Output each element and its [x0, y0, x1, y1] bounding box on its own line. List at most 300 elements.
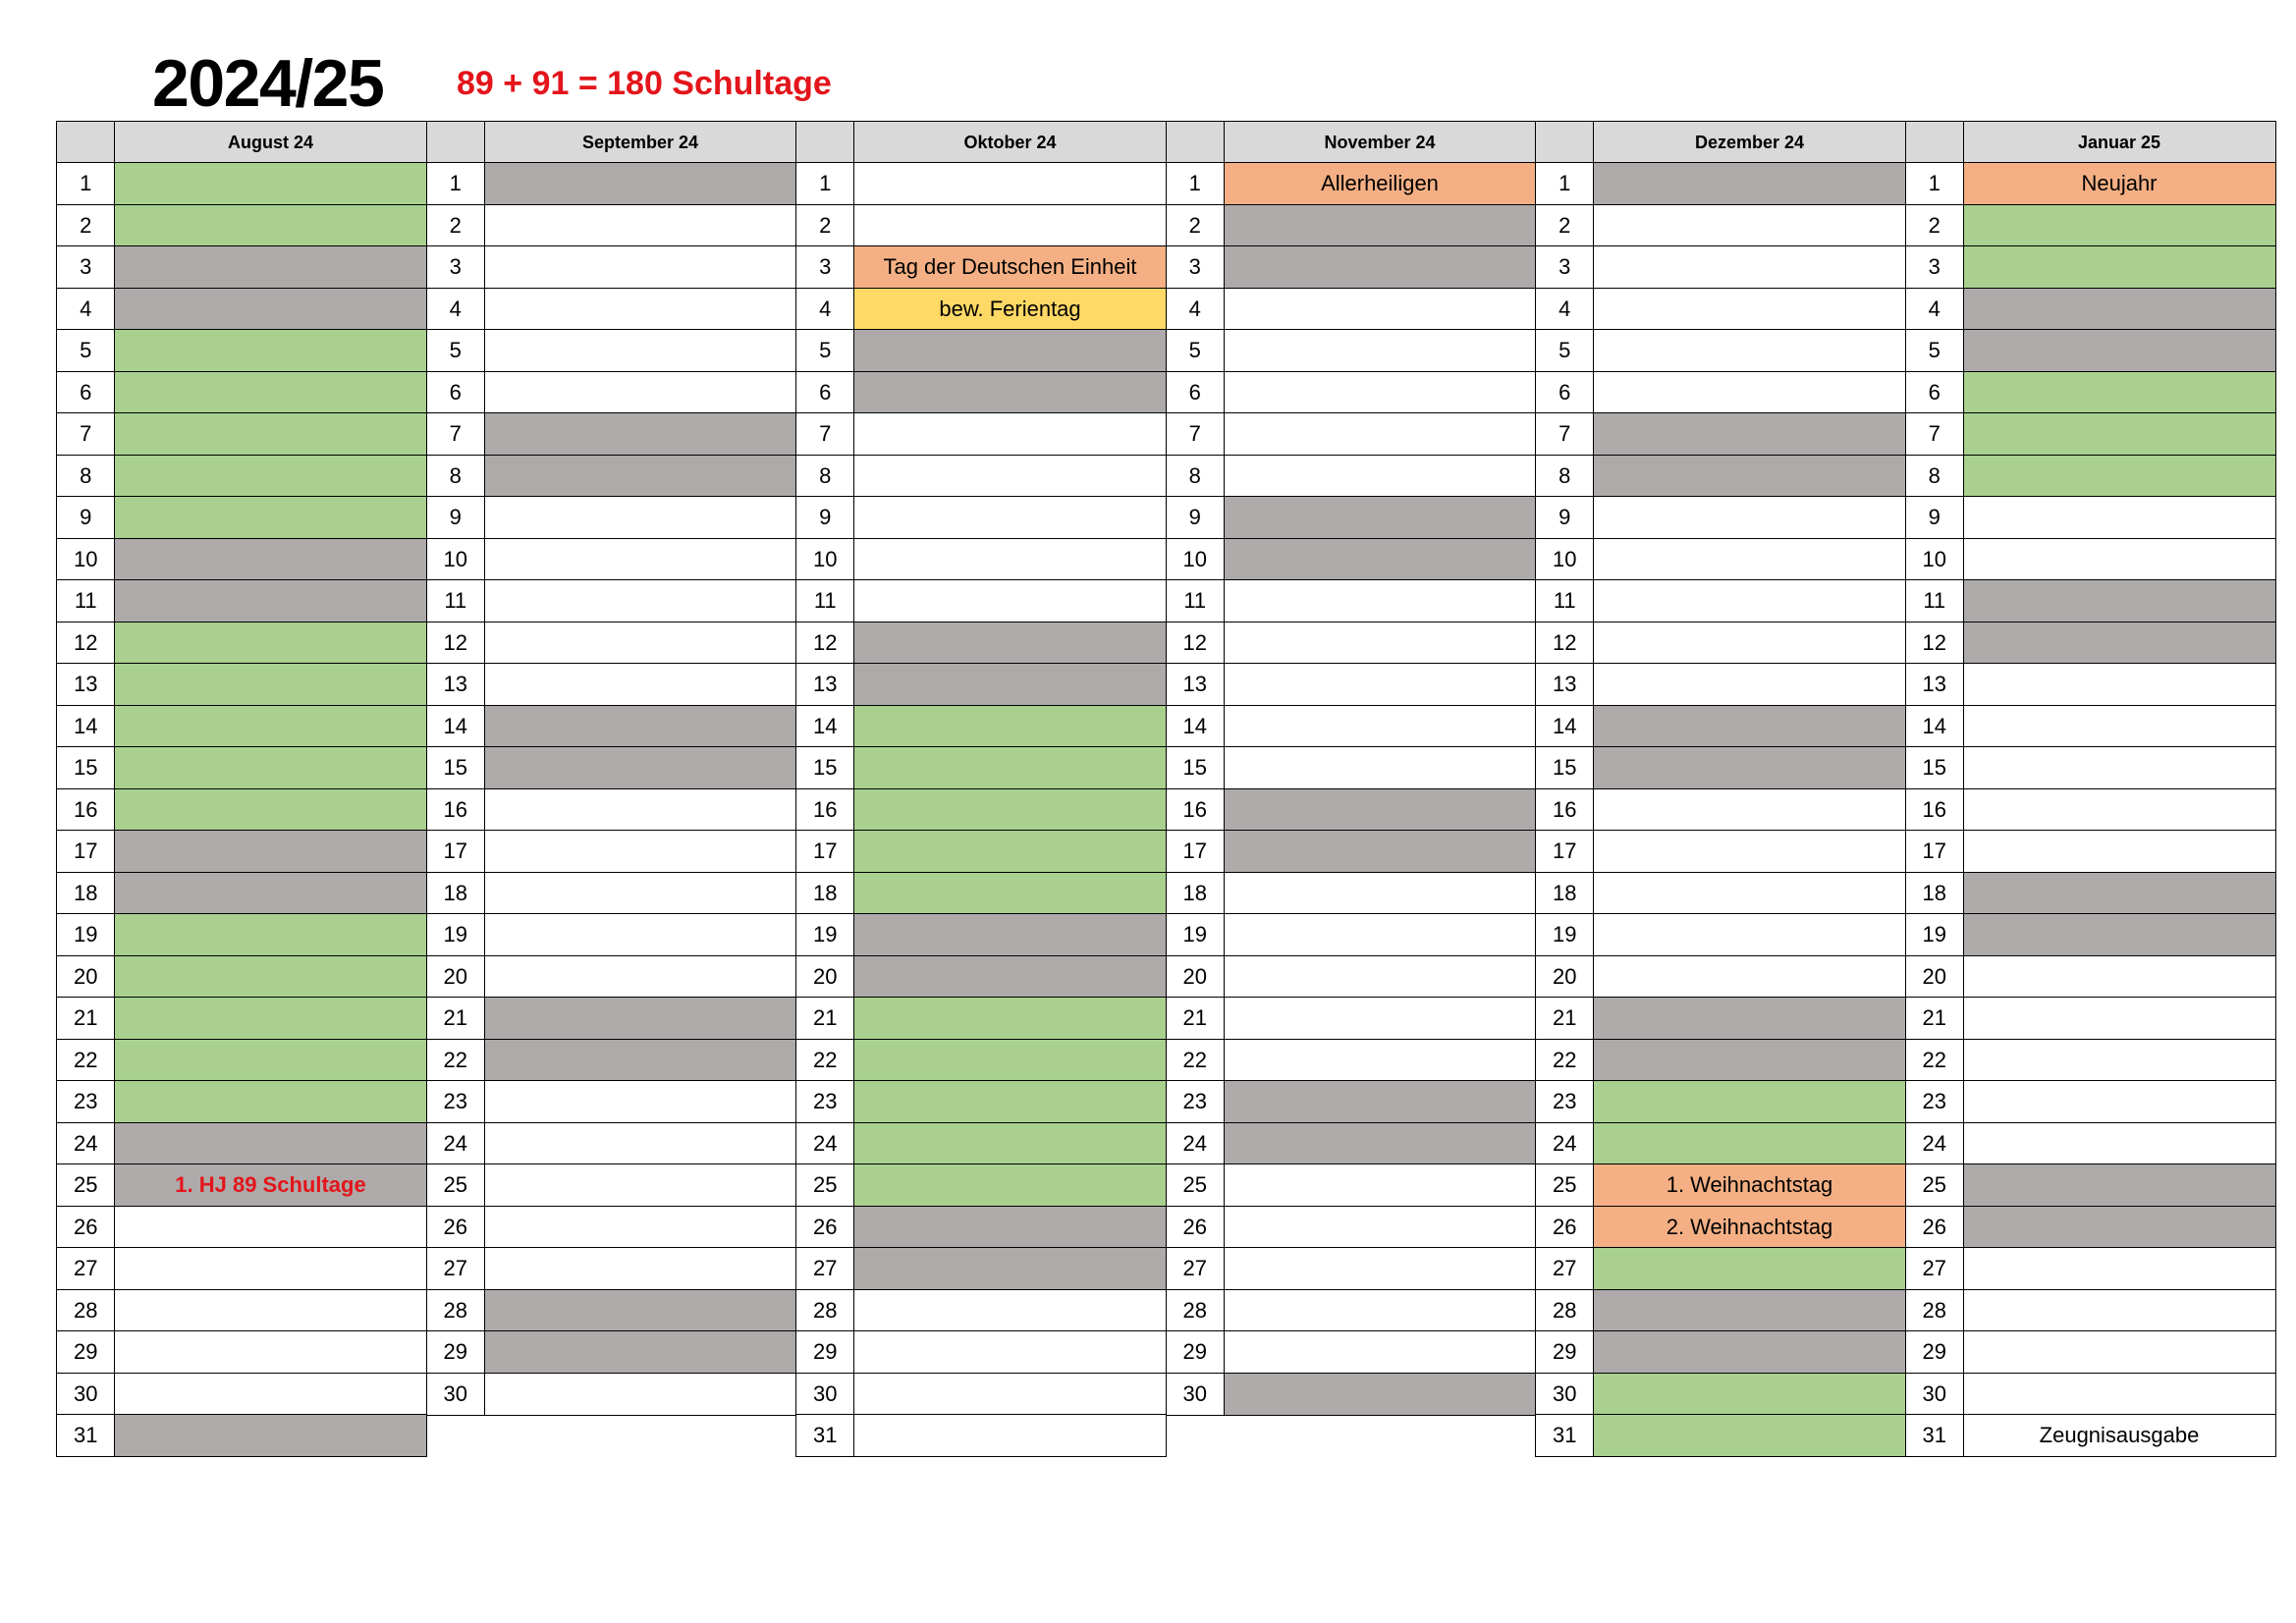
day-number: 24	[426, 1122, 486, 1165]
day-number: 12	[426, 622, 486, 665]
day-number: 12	[1535, 622, 1595, 665]
day-number: 9	[426, 496, 486, 539]
month-header-corner	[1535, 121, 1595, 164]
day-number: 15	[1905, 746, 1965, 789]
day-entry	[114, 1122, 427, 1165]
day-number: 17	[1905, 830, 1965, 873]
day-number: 3	[56, 245, 116, 289]
day-entry	[1593, 245, 1906, 289]
day-entry	[484, 1247, 797, 1290]
day-number: 22	[56, 1039, 116, 1082]
day-number: 16	[1905, 788, 1965, 832]
day-entry	[1963, 329, 2276, 372]
day-number: 27	[1166, 1247, 1226, 1290]
day-number: 1	[1166, 162, 1226, 205]
day-entry	[484, 830, 797, 873]
day-entry	[484, 1330, 797, 1374]
day-entry	[114, 1373, 427, 1416]
day-entry	[1963, 455, 2276, 498]
day-entry	[853, 1414, 1167, 1457]
day-entry	[1593, 538, 1906, 581]
month-header-corner	[1166, 121, 1226, 164]
day-number: 6	[1905, 371, 1965, 414]
day-entry	[114, 412, 427, 456]
day-number: 3	[795, 245, 855, 289]
day-entry	[853, 204, 1167, 247]
day-number: 22	[1166, 1039, 1226, 1082]
day-number: 25	[1905, 1163, 1965, 1207]
day-number: 15	[795, 746, 855, 789]
day-entry	[114, 538, 427, 581]
day-entry-label: 2. Weihnachtstag	[1593, 1206, 1906, 1249]
day-entry	[1593, 622, 1906, 665]
day-number: 22	[1535, 1039, 1595, 1082]
day-entry	[1224, 371, 1537, 414]
day-number: 18	[1166, 872, 1226, 915]
day-entry-label: bew. Ferientag	[853, 288, 1167, 331]
day-entry	[853, 997, 1167, 1040]
day-number: 29	[1166, 1330, 1226, 1374]
day-entry	[114, 1247, 427, 1290]
day-number: 17	[795, 830, 855, 873]
day-entry	[1963, 1247, 2276, 1290]
day-entry	[1963, 412, 2276, 456]
day-entry	[484, 746, 797, 789]
day-entry	[114, 288, 427, 331]
day-number: 23	[1535, 1080, 1595, 1123]
day-entry	[1224, 997, 1537, 1040]
day-entry	[1963, 371, 2276, 414]
day-entry-label: Allerheiligen	[1224, 162, 1537, 205]
day-entry	[853, 705, 1167, 748]
day-entry	[484, 1122, 797, 1165]
day-entry	[1224, 830, 1537, 873]
day-number: 19	[426, 913, 486, 956]
day-number: 7	[426, 412, 486, 456]
day-entry	[484, 1206, 797, 1249]
day-entry	[1963, 245, 2276, 289]
day-number: 12	[56, 622, 116, 665]
day-number: 17	[56, 830, 116, 873]
day-entry	[484, 371, 797, 414]
day-number: 27	[1535, 1247, 1595, 1290]
day-entry	[1224, 1122, 1537, 1165]
day-entry	[484, 496, 797, 539]
day-number: 3	[1905, 245, 1965, 289]
day-entry	[1224, 455, 1537, 498]
day-entry	[1963, 705, 2276, 748]
day-number: 25	[1166, 1163, 1226, 1207]
day-entry	[853, 830, 1167, 873]
day-entry	[1224, 1247, 1537, 1290]
day-entry	[1963, 830, 2276, 873]
day-entry	[853, 1247, 1167, 1290]
day-number: 5	[1905, 329, 1965, 372]
day-entry	[484, 705, 797, 748]
day-entry	[1963, 955, 2276, 999]
day-entry	[114, 371, 427, 414]
day-number: 28	[1535, 1289, 1595, 1332]
day-number: 6	[1166, 371, 1226, 414]
day-number: 5	[56, 329, 116, 372]
day-number: 14	[56, 705, 116, 748]
day-entry	[484, 872, 797, 915]
day-number: 15	[1535, 746, 1595, 789]
day-number: 15	[56, 746, 116, 789]
month-header: September 24	[484, 121, 797, 164]
day-number: 7	[1166, 412, 1226, 456]
day-number: 29	[1535, 1330, 1595, 1374]
day-entry	[1963, 997, 2276, 1040]
day-number: 20	[1166, 955, 1226, 999]
day-number: 4	[1166, 288, 1226, 331]
day-entry	[114, 1414, 427, 1457]
day-number: 30	[426, 1373, 486, 1416]
day-entry	[1963, 204, 2276, 247]
day-number: 17	[1166, 830, 1226, 873]
month-header-corner	[426, 121, 486, 164]
day-entry	[1224, 1206, 1537, 1249]
day-number: 11	[426, 579, 486, 622]
day-entry	[853, 955, 1167, 999]
day-entry	[1963, 1330, 2276, 1374]
day-number: 22	[426, 1039, 486, 1082]
day-entry	[484, 955, 797, 999]
day-number: 16	[56, 788, 116, 832]
day-entry	[114, 705, 427, 748]
day-number: 31	[1905, 1414, 1965, 1457]
day-entry	[853, 1330, 1167, 1374]
day-number: 15	[426, 746, 486, 789]
day-number: 4	[56, 288, 116, 331]
day-number: 27	[426, 1247, 486, 1290]
month-header: Oktober 24	[853, 121, 1167, 164]
day-number: 2	[1535, 204, 1595, 247]
day-entry	[853, 538, 1167, 581]
day-number: 16	[795, 788, 855, 832]
day-number: 9	[56, 496, 116, 539]
day-number: 13	[795, 663, 855, 706]
day-number: 21	[1535, 997, 1595, 1040]
day-entry-label: Tag der Deutschen Einheit	[853, 245, 1167, 289]
day-entry	[853, 788, 1167, 832]
day-number: 5	[426, 329, 486, 372]
day-entry	[1224, 705, 1537, 748]
day-entry	[484, 1373, 797, 1416]
day-number: 31	[1535, 1414, 1595, 1457]
day-number: 1	[1905, 162, 1965, 205]
day-number: 14	[795, 705, 855, 748]
day-number: 25	[795, 1163, 855, 1207]
day-number: 29	[426, 1330, 486, 1374]
day-entry	[1963, 1039, 2276, 1082]
day-entry	[853, 496, 1167, 539]
day-entry	[484, 162, 797, 205]
day-entry	[853, 663, 1167, 706]
day-entry	[1593, 1247, 1906, 1290]
day-entry	[114, 1039, 427, 1082]
day-number: 21	[56, 997, 116, 1040]
day-number: 16	[1166, 788, 1226, 832]
day-entry	[484, 538, 797, 581]
day-entry	[1593, 455, 1906, 498]
day-entry	[1224, 663, 1537, 706]
day-number: 30	[1905, 1373, 1965, 1416]
day-number: 21	[795, 997, 855, 1040]
day-number: 9	[1166, 496, 1226, 539]
day-entry	[1593, 371, 1906, 414]
day-number: 11	[795, 579, 855, 622]
day-entry	[853, 371, 1167, 414]
day-number: 12	[795, 622, 855, 665]
day-number: 8	[1535, 455, 1595, 498]
day-entry	[853, 1039, 1167, 1082]
day-number: 28	[426, 1289, 486, 1332]
day-number: 29	[56, 1330, 116, 1374]
day-number: 23	[1905, 1080, 1965, 1123]
day-entry	[484, 1163, 797, 1207]
day-number: 3	[1535, 245, 1595, 289]
day-number: 18	[1535, 872, 1595, 915]
day-entry	[114, 329, 427, 372]
day-number: 6	[1535, 371, 1595, 414]
day-number: 31	[56, 1414, 116, 1457]
day-entry	[484, 913, 797, 956]
day-number: 10	[56, 538, 116, 581]
day-entry	[484, 622, 797, 665]
day-entry	[484, 204, 797, 247]
day-number: 13	[56, 663, 116, 706]
day-entry	[853, 872, 1167, 915]
day-number: 28	[1905, 1289, 1965, 1332]
day-number: 11	[1535, 579, 1595, 622]
day-entry	[1593, 204, 1906, 247]
day-entry	[1593, 1414, 1906, 1457]
day-entry	[1593, 997, 1906, 1040]
school-days-summary: 89 + 91 = 180 Schultage	[457, 65, 832, 102]
day-number: 25	[426, 1163, 486, 1207]
day-number: 19	[795, 913, 855, 956]
day-entry	[114, 830, 427, 873]
day-entry	[853, 1163, 1167, 1207]
day-number: 26	[426, 1206, 486, 1249]
day-entry	[114, 746, 427, 789]
day-entry	[853, 746, 1167, 789]
day-number: 1	[56, 162, 116, 205]
day-number: 12	[1905, 622, 1965, 665]
day-number: 2	[795, 204, 855, 247]
day-number: 30	[1535, 1373, 1595, 1416]
day-number: 19	[1535, 913, 1595, 956]
month-header-corner	[1905, 121, 1965, 164]
day-entry	[1224, 955, 1537, 999]
day-number: 4	[795, 288, 855, 331]
day-number: 7	[56, 412, 116, 456]
day-number: 7	[795, 412, 855, 456]
day-number: 29	[1905, 1330, 1965, 1374]
day-number: 31	[795, 1414, 855, 1457]
day-number: 22	[1905, 1039, 1965, 1082]
day-entry	[114, 913, 427, 956]
day-number: 9	[1535, 496, 1595, 539]
day-number: 28	[795, 1289, 855, 1332]
day-number: 20	[1535, 955, 1595, 999]
day-entry	[1963, 788, 2276, 832]
day-number: 30	[56, 1373, 116, 1416]
day-entry	[1224, 913, 1537, 956]
day-entry	[1224, 1163, 1537, 1207]
day-number: 5	[1535, 329, 1595, 372]
day-entry	[1963, 746, 2276, 789]
day-entry	[853, 329, 1167, 372]
day-entry	[1593, 496, 1906, 539]
day-entry	[114, 245, 427, 289]
day-entry	[853, 913, 1167, 956]
day-entry	[1224, 204, 1537, 247]
day-number: 4	[1535, 288, 1595, 331]
day-entry	[1963, 1206, 2276, 1249]
day-number: 27	[1905, 1247, 1965, 1290]
day-number: 3	[1166, 245, 1226, 289]
day-entry	[114, 455, 427, 498]
day-entry	[1224, 746, 1537, 789]
day-number: 23	[56, 1080, 116, 1123]
day-entry	[1593, 746, 1906, 789]
day-entry	[1963, 496, 2276, 539]
day-number: 24	[795, 1122, 855, 1165]
day-entry	[1224, 288, 1537, 331]
day-entry	[484, 245, 797, 289]
day-number: 7	[1535, 412, 1595, 456]
day-entry	[114, 622, 427, 665]
day-number: 24	[56, 1122, 116, 1165]
day-entry	[1963, 538, 2276, 581]
day-entry	[1224, 1330, 1537, 1374]
day-number: 2	[1166, 204, 1226, 247]
day-entry	[1593, 1330, 1906, 1374]
day-number: 8	[1166, 455, 1226, 498]
day-number: 26	[1166, 1206, 1226, 1249]
day-entry	[1963, 913, 2276, 956]
day-number: 17	[1535, 830, 1595, 873]
day-number: 21	[426, 997, 486, 1040]
day-number: 19	[1905, 913, 1965, 956]
day-entry	[1224, 622, 1537, 665]
day-number: 24	[1166, 1122, 1226, 1165]
day-entry	[1224, 1080, 1537, 1123]
day-number: 25	[56, 1163, 116, 1207]
day-number: 18	[56, 872, 116, 915]
day-entry	[114, 496, 427, 539]
month-header: August 24	[114, 121, 427, 164]
day-entry	[853, 579, 1167, 622]
day-entry	[1963, 622, 2276, 665]
day-number: 1	[795, 162, 855, 205]
day-entry	[114, 1330, 427, 1374]
page-title: 2024/25	[152, 46, 384, 121]
day-entry	[1593, 288, 1906, 331]
day-entry	[1593, 579, 1906, 622]
day-number: 26	[1535, 1206, 1595, 1249]
day-number: 21	[1166, 997, 1226, 1040]
day-number: 10	[1905, 538, 1965, 581]
day-number: 15	[1166, 746, 1226, 789]
day-number: 12	[1166, 622, 1226, 665]
day-number: 14	[426, 705, 486, 748]
day-entry	[853, 1373, 1167, 1416]
day-entry	[484, 1289, 797, 1332]
day-number: 14	[1905, 705, 1965, 748]
day-entry	[114, 997, 427, 1040]
day-number: 21	[1905, 997, 1965, 1040]
day-entry	[1593, 1080, 1906, 1123]
month-header: November 24	[1224, 121, 1537, 164]
day-entry-label: 1. HJ 89 Schultage	[114, 1163, 427, 1207]
day-number: 6	[795, 371, 855, 414]
month-header-corner	[56, 121, 116, 164]
day-number: 28	[56, 1289, 116, 1332]
day-entry	[1593, 872, 1906, 915]
day-number: 10	[1166, 538, 1226, 581]
day-number: 25	[1535, 1163, 1595, 1207]
day-number: 28	[1166, 1289, 1226, 1332]
day-number: 1	[426, 162, 486, 205]
day-entry	[1963, 1289, 2276, 1332]
day-entry	[1593, 1122, 1906, 1165]
day-number: 18	[795, 872, 855, 915]
day-entry	[484, 1039, 797, 1082]
day-entry	[484, 288, 797, 331]
day-number: 26	[56, 1206, 116, 1249]
day-entry-label: 1. Weihnachtstag	[1593, 1163, 1906, 1207]
day-entry	[853, 1122, 1167, 1165]
day-number: 13	[1535, 663, 1595, 706]
day-number: 30	[795, 1373, 855, 1416]
day-entry	[1963, 1080, 2276, 1123]
day-number: 6	[426, 371, 486, 414]
day-entry	[1963, 663, 2276, 706]
day-number: 10	[795, 538, 855, 581]
day-number: 8	[56, 455, 116, 498]
day-number: 1	[1535, 162, 1595, 205]
month-header: Dezember 24	[1593, 121, 1906, 164]
day-number: 20	[795, 955, 855, 999]
day-entry	[1224, 1373, 1537, 1416]
day-entry	[1593, 705, 1906, 748]
day-entry	[484, 455, 797, 498]
day-entry	[853, 455, 1167, 498]
day-number: 2	[426, 204, 486, 247]
day-entry	[114, 579, 427, 622]
day-entry	[114, 788, 427, 832]
day-number: 23	[795, 1080, 855, 1123]
day-entry	[1593, 913, 1906, 956]
day-entry-label: Zeugnisausgabe	[1963, 1414, 2276, 1457]
day-entry	[114, 162, 427, 205]
day-number: 9	[795, 496, 855, 539]
day-entry	[1224, 496, 1537, 539]
day-number: 18	[426, 872, 486, 915]
day-entry	[1593, 1289, 1906, 1332]
day-entry	[1593, 1039, 1906, 1082]
day-entry	[1963, 288, 2276, 331]
day-number: 5	[795, 329, 855, 372]
day-number: 19	[56, 913, 116, 956]
day-number: 10	[1535, 538, 1595, 581]
day-entry	[1963, 1122, 2276, 1165]
day-entry	[1224, 1039, 1537, 1082]
day-number: 2	[1905, 204, 1965, 247]
